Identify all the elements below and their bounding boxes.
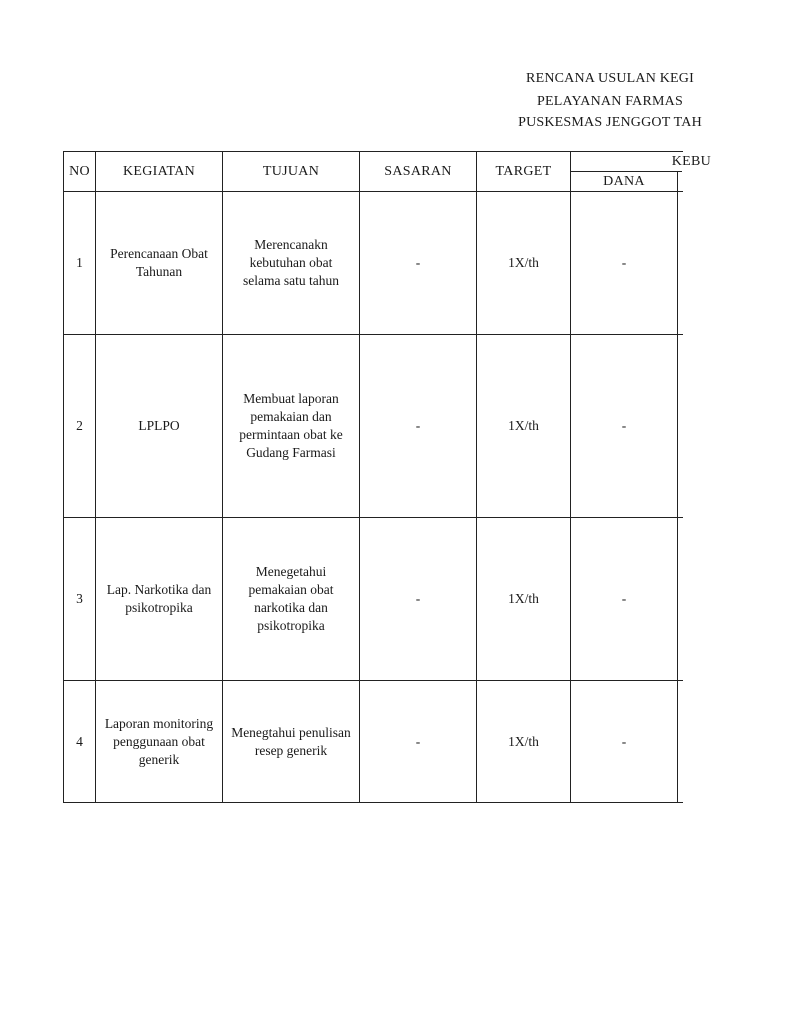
row-4-dana: - bbox=[621, 733, 627, 749]
header-kegiatan: KEGIATAN bbox=[122, 163, 196, 179]
row-1-target: 1X/th bbox=[508, 255, 539, 270]
row-1-no: 1 bbox=[76, 255, 83, 270]
header-kebutuhan: KEBU bbox=[671, 153, 711, 169]
row-1-tujuan: Merencanakn kebutuhan obat selama satu tahun bbox=[243, 237, 339, 288]
row-3-dana: - bbox=[621, 591, 627, 606]
row-3-target: 1X/th bbox=[508, 591, 539, 606]
row-2-kegiatan: LPLPO bbox=[138, 418, 180, 433]
row-2-no: 2 bbox=[76, 418, 83, 433]
row-4-tujuan: Menegtahui penulisan resep generik bbox=[231, 724, 351, 758]
row-4-kegiatan: Laporan monitoring penggunaan obat generik bbox=[104, 715, 214, 767]
header-sasaran: SASARAN bbox=[384, 163, 452, 179]
row-2-sasaran: - bbox=[415, 418, 421, 433]
row-3-no: 3 bbox=[76, 591, 83, 606]
header-dana: DANA bbox=[603, 173, 645, 189]
row-3-tujuan: Menegetahui pemakaian obat narkotika dan psikotropika bbox=[248, 564, 334, 633]
row-4-target: 1X/th bbox=[508, 733, 539, 749]
row-1-sasaran: - bbox=[415, 255, 421, 270]
table-border-bottom bbox=[63, 802, 683, 803]
row-4-sasaran: - bbox=[415, 733, 421, 749]
document-title-line-2: PELAYANAN FARMAS bbox=[537, 94, 683, 109]
row-2-dana: - bbox=[621, 418, 627, 433]
row-4-no: 4 bbox=[76, 733, 83, 749]
row-3-kegiatan: Lap. Narkotika dan psikotropika bbox=[106, 582, 212, 615]
row-1-dana: - bbox=[621, 255, 627, 270]
table-column-divider bbox=[677, 171, 678, 803]
document-title-line-3: PUSKESMAS JENGGOT TAH bbox=[518, 115, 702, 130]
row-2-tujuan: Membuat laporan pemakaian dan permintaan obat ke Gudang Farmasi bbox=[239, 391, 343, 460]
row-3-sasaran: - bbox=[415, 591, 421, 606]
header-tujuan: TUJUAN bbox=[262, 163, 320, 179]
row-2-target: 1X/th bbox=[508, 418, 539, 433]
document-title-line-1: RENCANA USULAN KEGI bbox=[526, 71, 694, 86]
header-target: TARGET bbox=[495, 163, 552, 179]
row-1-kegiatan: Perencanaan Obat Tahunan bbox=[110, 246, 208, 279]
header-no: NO bbox=[69, 163, 90, 179]
